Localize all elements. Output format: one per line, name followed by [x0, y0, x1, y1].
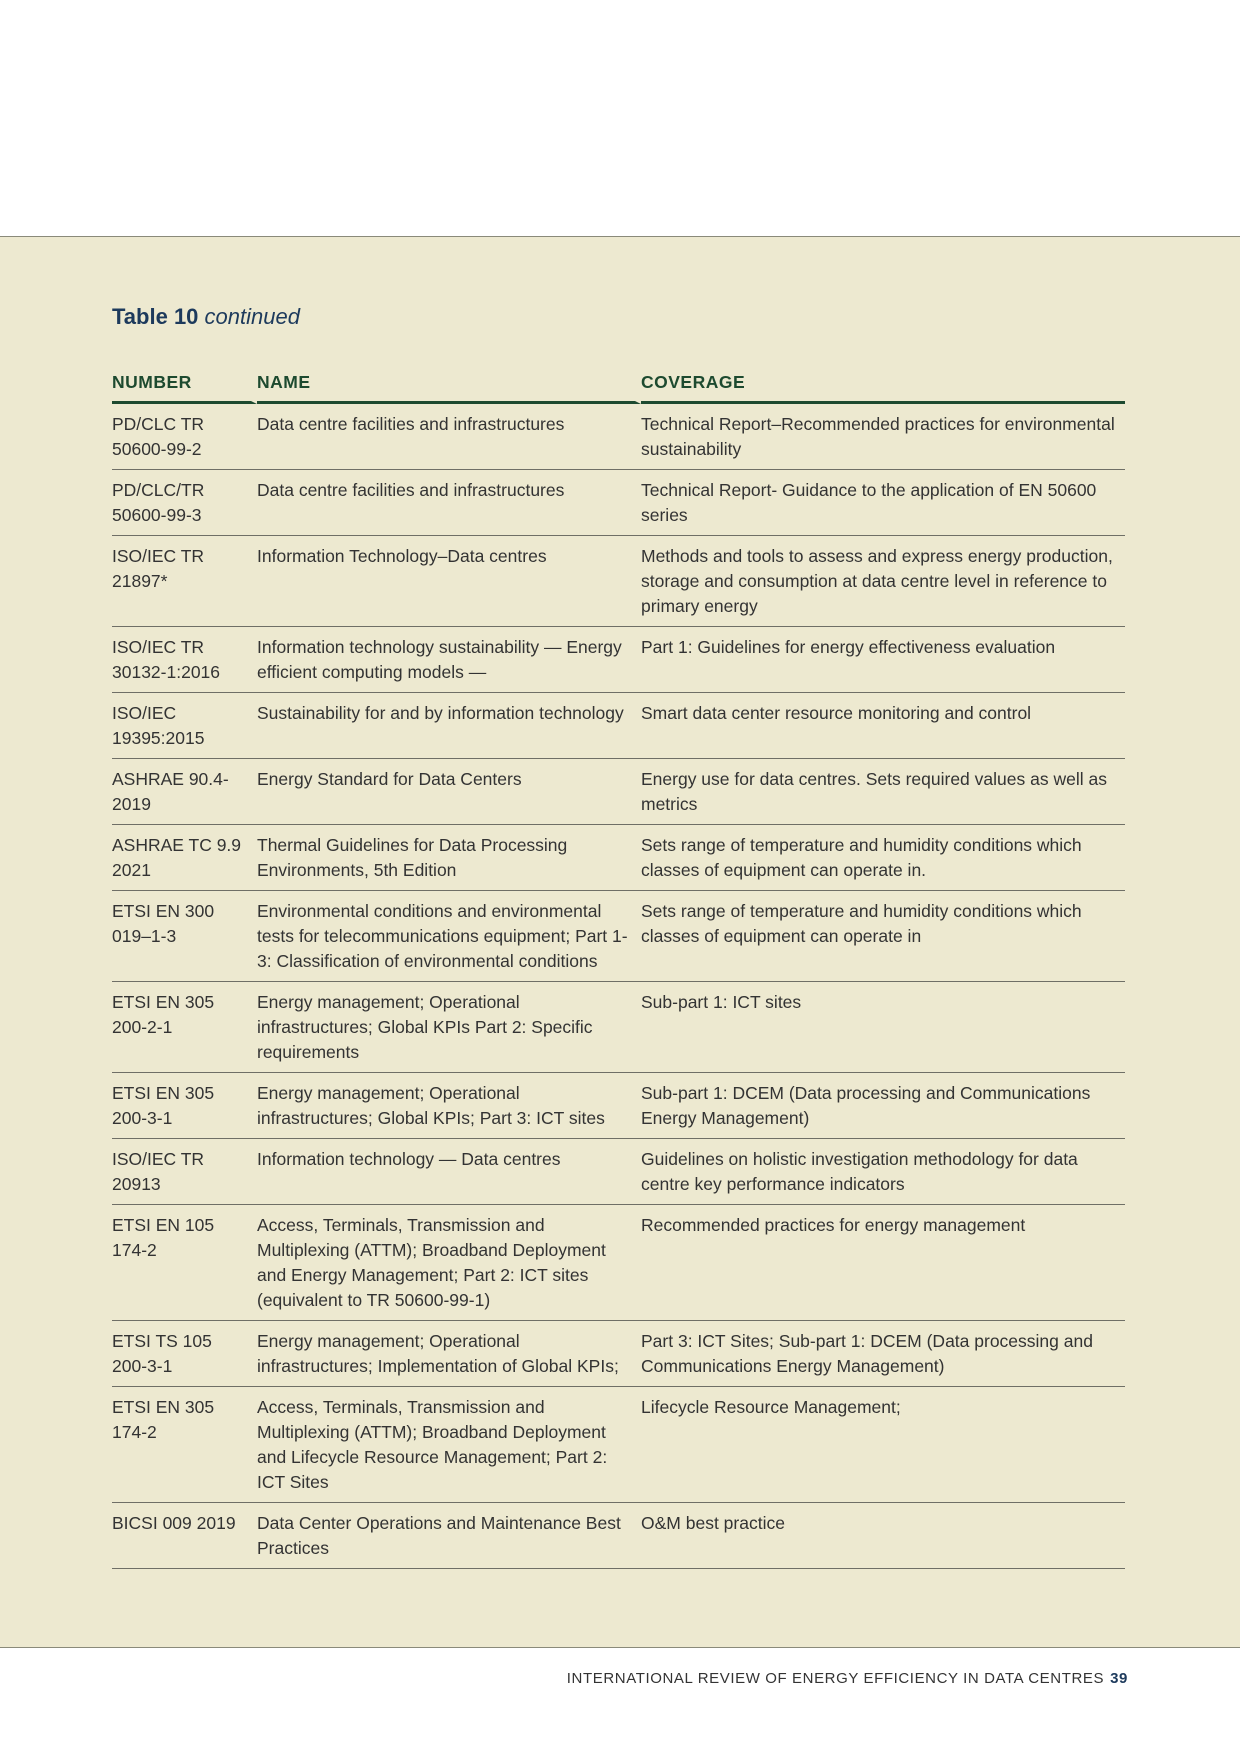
- cell-number: ETSI EN 305 200-3-1: [112, 1073, 257, 1139]
- header-coverage: COVERAGE: [641, 368, 1125, 404]
- cell-number: PD/CLC/TR 50600-99-3: [112, 470, 257, 536]
- cell-name: Data centre facilities and infrastructures: [257, 404, 641, 470]
- cell-name: Energy Standard for Data Centers: [257, 759, 641, 825]
- header-name: NAME: [257, 368, 641, 404]
- cell-number: BICSI 009 2019: [112, 1503, 257, 1569]
- cell-coverage: Guidelines on holistic investigation methodology for data centre key performance indicators: [641, 1139, 1125, 1205]
- cell-coverage: Recommended practices for energy management: [641, 1205, 1125, 1321]
- page-number: 39: [1110, 1670, 1128, 1687]
- table-row: [112, 759, 1125, 825]
- standards-table: [112, 368, 1125, 1569]
- cell-number: PD/CLC TR 50600-99-2: [112, 404, 257, 470]
- table-row: [112, 404, 1125, 470]
- table-row: [112, 1387, 1125, 1503]
- table-row: [112, 1073, 1125, 1139]
- cell-name: Information Technology–Data centres: [257, 536, 641, 627]
- table-row: [112, 1205, 1125, 1321]
- cell-coverage: Part 1: Guidelines for energy effectiveness evaluation: [641, 627, 1125, 693]
- cell-coverage: Energy use for data centres. Sets required values as well as metrics: [641, 759, 1125, 825]
- table-title-number: Table 10: [112, 304, 199, 329]
- cell-number: ISO/IEC TR 21897*: [112, 536, 257, 627]
- table-row: [112, 891, 1125, 982]
- cell-name: Energy management; Operational infrastructures; Global KPIs; Part 3: ICT sites: [257, 1073, 641, 1139]
- cell-name: Data centre facilities and infrastructures: [257, 470, 641, 536]
- table-row: [112, 536, 1125, 627]
- cell-name: Energy management; Operational infrastructures; Global KPIs Part 2: Specific requirements: [257, 982, 641, 1073]
- table-row: [112, 982, 1125, 1073]
- cell-number: ETSI EN 105 174-2: [112, 1205, 257, 1321]
- table-row: [112, 1139, 1125, 1205]
- header-number: NUMBER: [112, 368, 257, 404]
- cell-number: ASHRAE TC 9.9 2021: [112, 825, 257, 891]
- cell-coverage: Part 3: ICT Sites; Sub-part 1: DCEM (Data processing and Communications Energy Management): [641, 1321, 1125, 1387]
- table-title-suffix: continued: [204, 304, 300, 329]
- table-title: [112, 304, 300, 330]
- cell-coverage: Lifecycle Resource Management;: [641, 1387, 1125, 1503]
- cell-coverage: Sets range of temperature and humidity conditions which classes of equipment can operate in.: [641, 825, 1125, 891]
- cell-number: ETSI EN 305 174-2: [112, 1387, 257, 1503]
- cell-name: Data Center Operations and Maintenance Best Practices: [257, 1503, 641, 1569]
- cell-number: ETSI EN 305 200-2-1: [112, 982, 257, 1073]
- cell-coverage: O&M best practice: [641, 1503, 1125, 1569]
- cell-coverage: Methods and tools to assess and express energy production, storage and consumption at data centre level in reference to primary energy: [641, 536, 1125, 627]
- table-header-row: [112, 368, 1125, 404]
- page-footer: [567, 1670, 1128, 1687]
- cell-number: ASHRAE 90.4-2019: [112, 759, 257, 825]
- cell-name: Access, Terminals, Transmission and Multiplexing (ATTM); Broadband Deployment and Energy Management; Part 2: ICT sites (equivalent to TR 50600-99-1): [257, 1205, 641, 1321]
- footer-title: INTERNATIONAL REVIEW OF ENERGY EFFICIENCY IN DATA CENTRES: [566, 1670, 1105, 1687]
- table-row: [112, 693, 1125, 759]
- cell-coverage: Technical Report- Guidance to the application of EN 50600 series: [641, 470, 1125, 536]
- cell-coverage: Technical Report–Recommended practices for environmental sustainability: [641, 404, 1125, 470]
- cell-name: Sustainability for and by information technology: [257, 693, 641, 759]
- cell-number: ETSI TS 105 200-3-1: [112, 1321, 257, 1387]
- cell-name: Thermal Guidelines for Data Processing Environments, 5th Edition: [257, 825, 641, 891]
- table-row: [112, 1503, 1125, 1569]
- cell-name: Access, Terminals, Transmission and Multiplexing (ATTM); Broadband Deployment and Lifecycle Resource Management; Part 2: ICT Sites: [257, 1387, 641, 1503]
- table-row: [112, 1321, 1125, 1387]
- table-row: [112, 627, 1125, 693]
- cell-name: Information technology — Data centres: [257, 1139, 641, 1205]
- cell-number: ISO/IEC TR 20913: [112, 1139, 257, 1205]
- cell-name: Energy management; Operational infrastructures; Implementation of Global KPIs;: [257, 1321, 641, 1387]
- table-row: [112, 825, 1125, 891]
- cell-coverage: Sets range of temperature and humidity conditions which classes of equipment can operate in: [641, 891, 1125, 982]
- cell-name: Information technology sustainability — Energy efficient computing models —: [257, 627, 641, 693]
- table-row: [112, 470, 1125, 536]
- cell-number: ISO/IEC TR 30132-1:2016: [112, 627, 257, 693]
- cell-name: Environmental conditions and environmental tests for telecommunications equipment; Part 1-3: Classification of environmental conditions: [257, 891, 641, 982]
- cell-coverage: Smart data center resource monitoring and control: [641, 693, 1125, 759]
- cell-coverage: Sub-part 1: ICT sites: [641, 982, 1125, 1073]
- cell-coverage: Sub-part 1: DCEM (Data processing and Communications Energy Management): [641, 1073, 1125, 1139]
- cell-number: ETSI EN 300 019–1-3: [112, 891, 257, 982]
- cell-number: ISO/IEC 19395:2015: [112, 693, 257, 759]
